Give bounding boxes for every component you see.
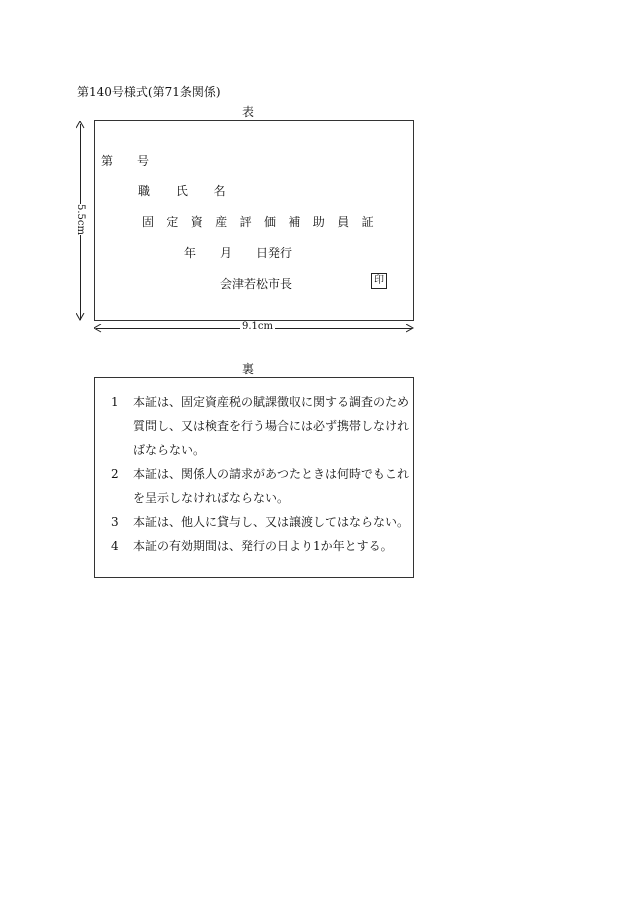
arrow-left-icon xyxy=(94,324,102,333)
list-item: 1 本証は、固定資産税の賦課徴収に関する調査のため質問し、又は検査を行う場合には必ず携帯しなければならない。 xyxy=(111,395,410,457)
list-item: 3 本証は、他人に貸与し、又は譲渡してはならない。 xyxy=(111,515,410,529)
arrow-up-icon xyxy=(76,121,85,129)
height-dimension-label: 5.5cm xyxy=(75,204,86,235)
arrow-right-icon xyxy=(406,324,414,333)
card-back xyxy=(94,377,414,578)
form-heading: 第140号様式(第71条関係) xyxy=(77,85,221,99)
width-dimension-label: 9.1cm xyxy=(242,321,273,332)
issue-date-line: 年 月 日発行 xyxy=(184,246,293,260)
list-item: 2 本証は、関係人の請求があつたときは何時でもこれを呈示しなければならない。 xyxy=(111,467,410,505)
card-title: 固定資産評価補助員証 xyxy=(142,215,387,229)
issuer-name: 会津若松市長 xyxy=(220,277,293,291)
seal-stamp: 印 xyxy=(371,273,387,289)
list-item: 4 本証の有効期間は、発行の日より1か年とする。 xyxy=(111,539,393,553)
card-front xyxy=(94,120,414,321)
back-rules-list xyxy=(111,390,411,558)
number-label: 第 号 xyxy=(101,154,150,168)
arrow-down-icon xyxy=(76,313,85,321)
front-side-label: 表 xyxy=(242,105,255,119)
back-side-label: 裏 xyxy=(242,362,255,376)
position-name-label: 職 氏 名 xyxy=(138,184,237,198)
